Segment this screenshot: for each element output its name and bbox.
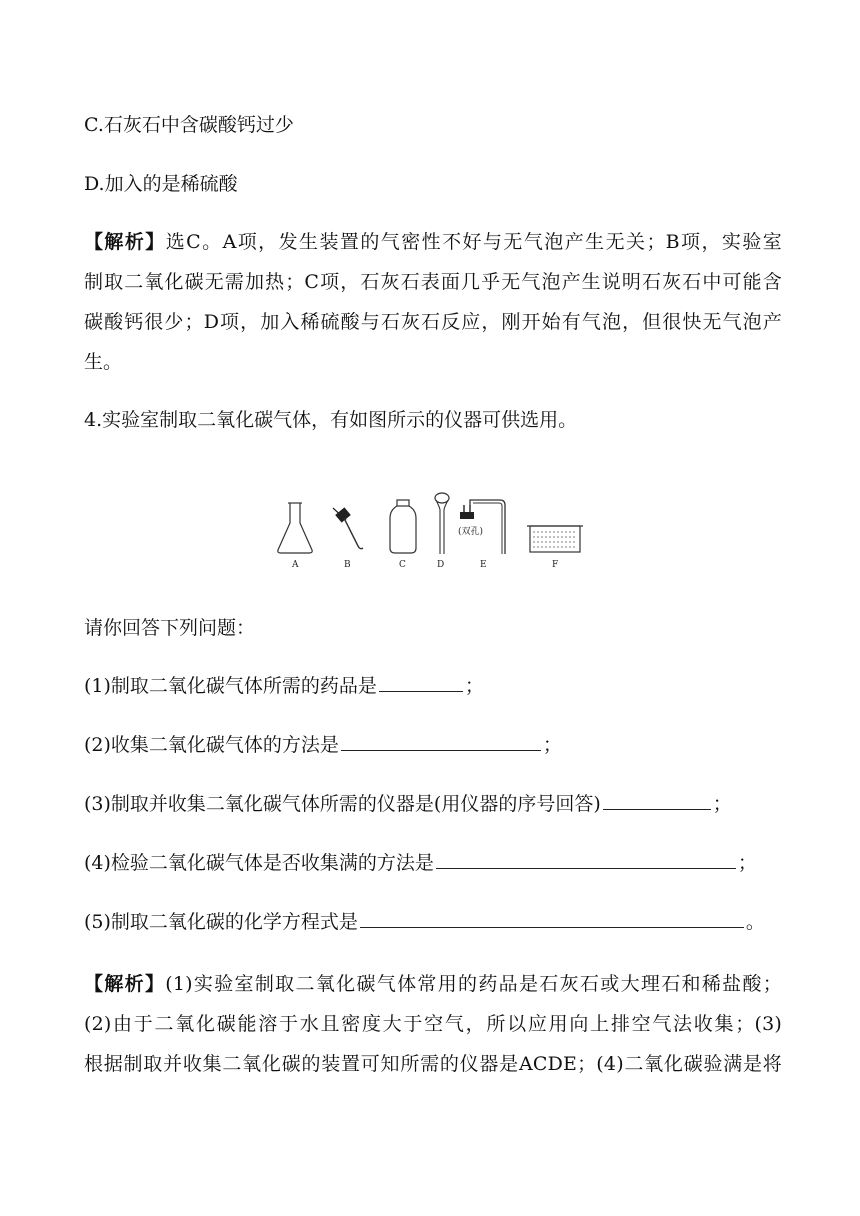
option-c: C.石灰石中含碳酸钙过少: [84, 114, 294, 136]
question-text: (4)检验二氧化碳气体是否收集满的方法是: [84, 852, 434, 874]
analysis-tag: 【解析】: [84, 973, 166, 995]
question-end: ；: [542, 734, 562, 756]
analysis-2-line-1: [84, 964, 782, 1004]
analysis-text: (1)实验室制取二氧化碳气体常用的药品是石灰石或大理石和稀盐酸；: [165, 973, 782, 995]
figure-label-d: D: [437, 560, 445, 568]
analysis-1-line-4: 生。: [84, 351, 123, 373]
analysis-2-line-3: 根据制取并收集二氧化碳的装置可知所需的仪器是ACDE；(4)二氧化碳验满是将: [84, 1053, 782, 1075]
question-text: (1)制取二氧化碳气体所需的药品是: [84, 675, 377, 697]
figure-label-a: A: [292, 560, 299, 568]
question-4: 4.实验室制取二氧化碳气体，有如图所示的仪器可供选用。: [84, 409, 578, 431]
figure-label-b: B: [344, 560, 351, 568]
question-part-3: [84, 784, 782, 824]
question-text: (5)制取二氧化碳的化学方程式是: [84, 911, 358, 933]
analysis-text: 选C。A项，发生装置的气密性不好与无气泡产生无关；B项，实验室: [165, 231, 782, 253]
question-end: ；: [464, 675, 484, 697]
figure-label-c: C: [399, 560, 406, 568]
bent-tube-icon: [333, 507, 363, 548]
question-part-1: [84, 666, 782, 706]
analysis-1-line-2: 制取二氧化碳无需加热；C项，石灰石表面几乎无气泡产生说明石灰石中可能含: [84, 271, 782, 293]
analysis-1-line-3: 碳酸钙很少；D项，加入稀硫酸与石灰石反应，刚开始有气泡，但很快无气泡产: [84, 311, 782, 333]
option-d: D.加入的是稀硫酸: [84, 173, 238, 195]
analysis-tag: 【解析】: [84, 231, 166, 253]
apparatus-figure: [270, 488, 590, 568]
figure-e-note: (双孔): [458, 527, 484, 537]
answer-blank[interactable]: [603, 789, 711, 810]
figure-label-f: F: [552, 560, 559, 568]
figure-label-e: E: [480, 560, 487, 568]
analysis-2-line-2: (2)由于二氧化碳能溶于水且密度大于空气，所以应用向上排空气法收集；(3): [84, 1013, 782, 1035]
answer-blank[interactable]: [360, 907, 744, 928]
analysis-1-line-1: [84, 222, 782, 262]
question-part-4: [84, 843, 782, 883]
question-text: (3)制取并收集二氧化碳气体所需的仪器是(用仪器的序号回答): [84, 793, 601, 815]
question-text: (2)收集二氧化碳气体的方法是: [84, 734, 339, 756]
question-end: 。: [745, 911, 765, 933]
gas-bottle-icon: [390, 500, 416, 553]
answer-blank[interactable]: [436, 848, 736, 869]
water-trough-icon: [527, 526, 583, 552]
conical-flask-icon: [278, 503, 312, 553]
stopper-tube-icon: [458, 500, 505, 554]
funnel-icon: [435, 493, 449, 554]
question-end: ；: [737, 852, 757, 874]
question-end: ；: [712, 793, 732, 815]
answer-blank[interactable]: [379, 671, 463, 692]
question-part-2: [84, 725, 782, 765]
question-part-5: [84, 902, 782, 942]
prompt: 请你回答下列问题：: [84, 617, 256, 639]
answer-blank[interactable]: [341, 730, 541, 751]
